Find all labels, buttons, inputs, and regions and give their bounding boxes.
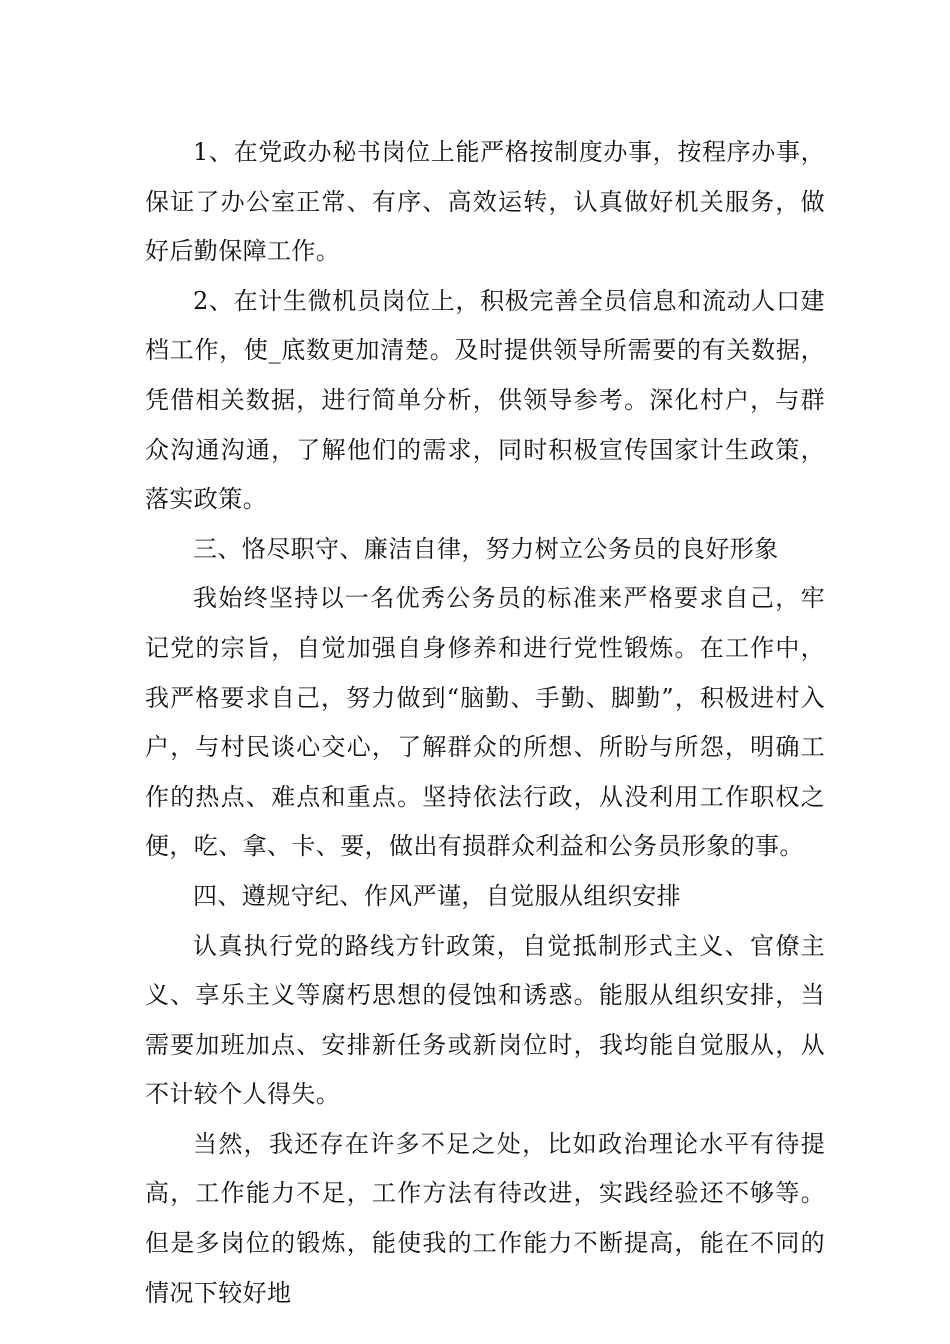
document-body [145,128,825,1318]
paragraph-integrity: 我始终坚持以一名优秀公务员的标准来严格要求自己，牢记党的宗旨，自觉加强自身修养和进行党性锻炼。在工作中，我严格要求自己，努力做到“脑勤、手勤、脚勤”，积极进村入户，与村民谈心交心，了解群众的所想、所盼与所怨，明确工作的热点、难点和重点。坚持依法行政，从没利用工作职权之便，吃、拿、卡、要，做出有损群众利益和公务员形象的事。 [145,584,825,861]
paragraph-discipline: 认真执行党的路线方针政策，自觉抵制形式主义、官僚主义、享乐主义等腐朽思想的侵蚀和诱惑。能服从组织安排，当需要加班加点、安排新任务或新岗位时，我均能自觉服从，从不计较个人得失。 [145,931,825,1109]
paragraph-secretary-duties: 1、在党政办秘书岗位上能严格按制度办事，按程序办事，保证了办公室正常、有序、高效运转，认真做好机关服务，做好后勤保障工作。 [145,138,825,266]
paragraph-computer-operator-duties: 2、在计生微机员岗位上，积极完善全员信息和流动人口建档工作，使_底数更加清楚。及时提供领导所需要的有关数据，凭借相关数据，进行简单分析，供领导参考。深化村户，与群众沟通沟通，了解他们的需求，同时积极宣传国家计生政策，落实政策。 [145,286,825,514]
paragraph-shortcomings: 当然，我还存在许多不足之处，比如政治理论水平有待提高，工作能力不足，工作方法有待改进，实践经验还不够等。但是多岗位的锻炼，能使我的工作能力不断提高，能在不同的情况下较好地 [145,1129,825,1307]
section-heading-integrity: 三、恪尽职守、廉洁自律，努力树立公务员的良好形象 [193,534,779,563]
section-heading-discipline: 四、遵规守纪、作风严谨，自觉服从组织安排 [193,881,681,910]
